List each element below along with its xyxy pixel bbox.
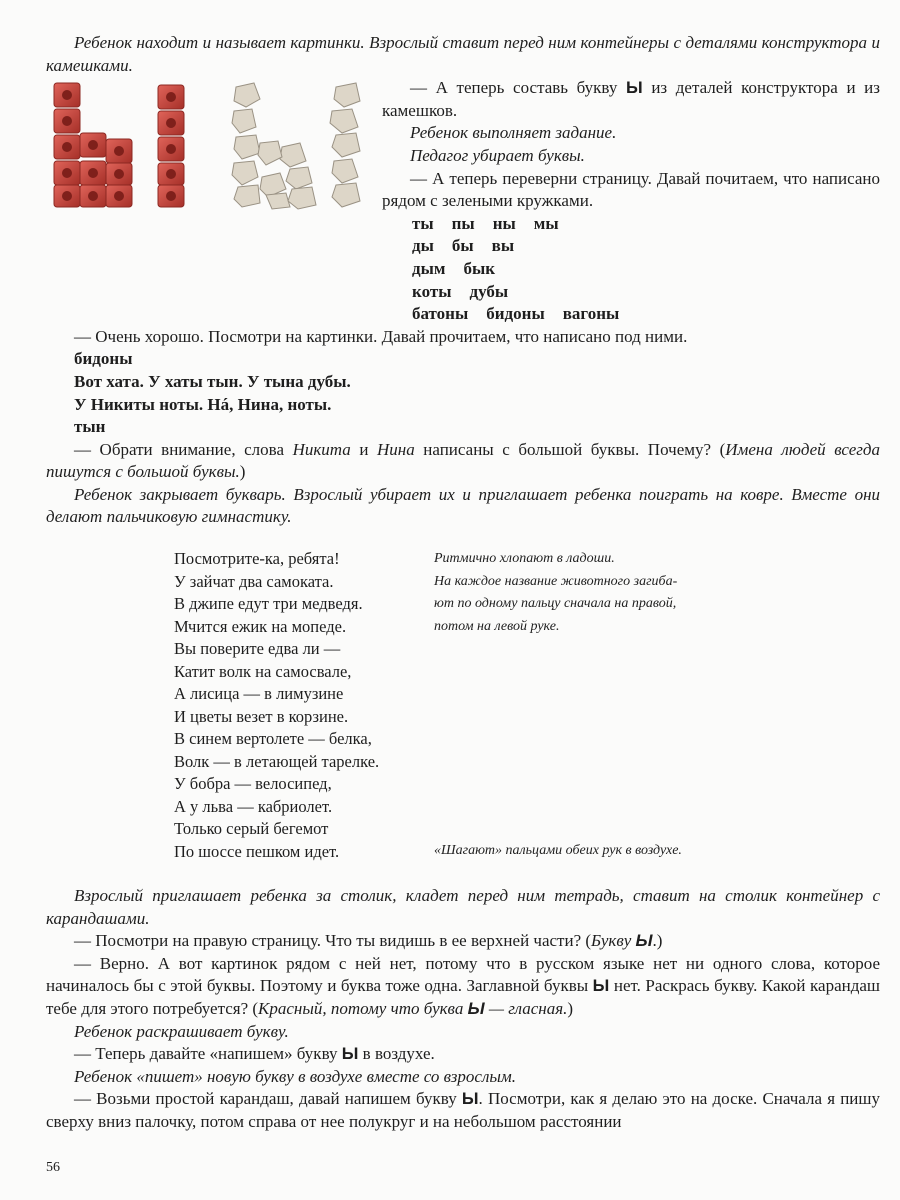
syllable: батоны <box>412 304 469 324</box>
syllable: ны <box>492 213 516 233</box>
syllable: бидоны <box>486 304 545 324</box>
text: в воздухе. <box>358 1044 435 1064</box>
child-colors-line: Ребенок раскрашивает букву. <box>74 1021 289 1041</box>
syllable: мы <box>533 213 559 233</box>
poem-line: Мчится ежик на мопеде. <box>174 616 347 636</box>
right-page-question <box>46 930 880 953</box>
text: ) <box>567 999 574 1019</box>
text: — Возьми простой карандаш, давай напишем букву <box>74 1089 462 1109</box>
caption-line: У Никиты ноты. Нá, Нина, ноты. <box>74 394 332 414</box>
finger-gymnastics-poem <box>174 548 880 863</box>
poem-notes <box>434 548 754 863</box>
note-line: На каждое название животного загиба- <box>434 573 678 589</box>
text: нет. Раскрась букву. Какой карандаш тебе для этого потребуется? ( <box>46 976 880 1019</box>
letter-y-blocks-and-stones-image <box>46 77 382 211</box>
answer: Красный, потому что буква <box>258 999 468 1019</box>
poem-line: В синем вертолете — белка, <box>174 729 372 749</box>
poem-line: А у льва — кабриолет. <box>174 796 333 816</box>
letter: Ы <box>592 976 610 996</box>
poem-line: У зайчат два самоката. <box>174 571 334 591</box>
table-invite-paragraph: Взрослый приглашает ребенка за столик, кладет перед ним тетрадь, ставит на столик контейнер с карандашами. <box>46 886 880 928</box>
intro-paragraph: Ребенок находит и называет картинки. Взрослый ставит перед ним контейнеры с деталями конструктора и камешками. <box>46 33 880 75</box>
syllable: пы <box>451 213 475 233</box>
answer: — гласная. <box>484 999 568 1019</box>
task-paragraph <box>382 77 880 122</box>
syllable: ты <box>412 213 434 233</box>
page-content <box>46 32 880 1134</box>
page-number: 56 <box>46 1160 60 1175</box>
letter: Ы <box>635 931 653 951</box>
letter: Ы <box>341 1044 359 1064</box>
text: — Теперь давайте «напишем» букву <box>74 1044 342 1064</box>
poem-line: У бобра — велосипед, <box>174 774 332 794</box>
pencil-paragraph <box>46 1088 880 1133</box>
poem-line: Волк — в летающей тарелке. <box>174 751 380 771</box>
poem-line: Катит волк на самосвале, <box>174 661 352 681</box>
name-word: Никита <box>292 439 351 459</box>
attention-paragraph <box>46 439 880 484</box>
text: — Верно. А вот картинок рядом с ней нет, потому что в русском языке нет ни одного слова, которое начиналось бы с этой буквы. Поэтому и буква тоже одна. Заглавной буквы <box>46 953 880 996</box>
child-does-line: Ребенок выполняет задание. <box>410 123 617 143</box>
very-good-paragraph: — Очень хорошо. Посмотри на картинки. Давай прочитаем, что написано под ними. <box>74 326 688 346</box>
syllable: дубы <box>469 281 509 301</box>
correct-paragraph <box>46 953 880 1021</box>
text: написаны с большой буквы. Почему? ( <box>414 439 726 459</box>
poem-line: И цветы везет в корзине. <box>174 706 349 726</box>
bottom-section <box>46 885 880 1134</box>
poem-verse <box>174 548 434 863</box>
caption-line: тын <box>74 417 106 437</box>
text: ) <box>239 462 246 482</box>
poem-line: Посмотрите-ка, ребята! <box>174 549 340 569</box>
top-section <box>46 77 880 326</box>
text: — Обрати внимание, слова <box>74 439 293 459</box>
text: — Посмотри на правую страницу. Что ты видишь в ее верхней части? ( <box>74 931 592 951</box>
poem-line: В джипе едут три медведя. <box>174 594 363 614</box>
letter: Ы <box>467 999 485 1019</box>
red-blocks-letter <box>54 83 184 207</box>
syllable: вы <box>491 236 515 256</box>
turn-page-paragraph: — А теперь переверни страницу. Давай почитаем, что написано рядом с зелеными кружками. <box>382 168 880 211</box>
note-line: ют по одному пальцу сначала на правой, <box>434 596 677 612</box>
syllable-row <box>412 258 880 281</box>
text: .) <box>652 931 663 951</box>
poem-line: А лисица — в лимузине <box>174 684 344 704</box>
teacher-removes-line: Педагог убирает буквы. <box>410 145 585 165</box>
stones-letter <box>232 83 360 209</box>
text: и <box>350 439 378 459</box>
task-letter: Ы <box>626 78 643 98</box>
syllable-row <box>412 235 880 258</box>
syllable: вагоны <box>562 304 620 324</box>
poem-line: По шоссе пешком идет. <box>174 841 340 861</box>
poem-line: Только серый бегемот <box>174 819 329 839</box>
caption-line: бидоны <box>74 349 133 369</box>
note-line: Ритмично хлопают в ладоши. <box>434 551 615 567</box>
answer: Букву <box>591 931 636 951</box>
answer: Имена людей всегда пишутся с большой буквы. <box>46 439 880 482</box>
syllable-row <box>412 303 880 326</box>
caption-line: Вот хата. У хаты тын. У тына дубы. <box>74 371 351 391</box>
task-text: — А теперь составь букву <box>410 78 627 98</box>
write-air-line <box>46 1043 880 1066</box>
syllable: дым <box>412 258 446 278</box>
letter-illustrations <box>46 77 382 211</box>
syllable-row <box>412 213 880 236</box>
name-word: Нина <box>377 439 415 459</box>
child-writes-line: Ребенок «пишет» новую букву в воздухе вместе со взрослым. <box>74 1066 516 1086</box>
syllable: бы <box>451 236 474 256</box>
note-line: «Шагают» пальцами обеих рук в воздухе. <box>434 843 682 859</box>
syllable-row <box>412 281 880 304</box>
closes-paragraph: Ребенок закрывает букварь. Взрослый убирает их и приглашает ребенка поиграть на ковре. Вместе они делают пальчиковую гимнастику. <box>46 484 880 527</box>
syllable: бык <box>463 258 496 278</box>
note-line: потом на левой руке. <box>434 618 560 634</box>
letter: Ы <box>461 1089 479 1109</box>
poem-line: Вы поверите едва ли — <box>174 639 341 659</box>
text: . Посмотри, как я делаю это на доске. Сначала я пишу сверху вниз палочку, потом справа от нее полукруг и на небольшом расстоянии <box>46 1089 880 1131</box>
syllable: ды <box>412 236 434 256</box>
task-text-end: из деталей конструктора и из камешков. <box>382 78 880 120</box>
syllable-list <box>382 213 880 326</box>
syllable: коты <box>412 281 452 301</box>
top-right-text <box>382 77 880 326</box>
